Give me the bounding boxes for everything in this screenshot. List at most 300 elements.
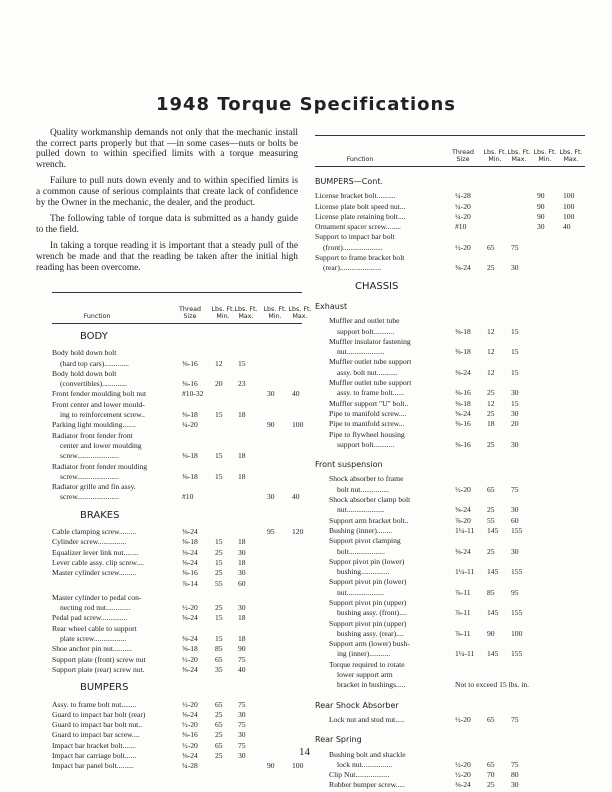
thread-size-cell: ⅜-18 (182, 537, 198, 547)
thread-size-cell: ⅜-24 (455, 546, 471, 556)
function-line: Assy. to frame bolt nut........ (52, 699, 137, 709)
function-line: Impact bar panel bolt......... (52, 761, 134, 771)
torque-value-cell: 15 (215, 410, 223, 420)
function-line: bushing............... (337, 567, 390, 577)
table-row (52, 462, 302, 483)
table-row (52, 400, 302, 421)
function-cell (52, 579, 302, 589)
torque-value-cell: 18 (238, 471, 246, 481)
section-heading: BUMPERS (80, 682, 129, 694)
torque-value-cell: 18 (238, 613, 246, 623)
table-row (315, 474, 585, 495)
torque-value-cell: 18 (238, 634, 246, 644)
torque-value-cell: 30 (511, 388, 519, 398)
subsection-heading: BUMPERS—Cont. (315, 177, 383, 186)
torque-value-cell: 65 (487, 484, 495, 494)
thread-size-cell: 1¼-11 (455, 567, 475, 577)
torque-value-cell: 85 (215, 644, 223, 654)
torque-value-cell: 12 (487, 398, 495, 408)
torque-value-cell: 80 (511, 770, 519, 780)
function-line: License bracket bolt.......... (315, 191, 396, 201)
thread-size-cell: ⅜-24 (182, 613, 198, 623)
torque-value-cell: 15 (215, 613, 223, 623)
function-line: Clip Nut.................. (329, 770, 390, 780)
table-row (52, 348, 302, 369)
torque-value-cell: 30 (511, 780, 519, 790)
function-line: Support arm bracket bolt.. (329, 515, 409, 525)
function-line: Front center and lower mould- (52, 399, 145, 409)
torque-table-left (52, 292, 312, 772)
torque-value-cell: 18 (238, 410, 246, 420)
torque-value-cell: 40 (292, 492, 300, 502)
subsection-heading: Front suspension (315, 460, 383, 470)
function-cell (52, 613, 302, 623)
table-row (315, 526, 585, 536)
table-row (315, 399, 585, 409)
table-row (315, 357, 585, 378)
function-line: Ornament spacer screw........ (315, 222, 401, 232)
torque-value-cell: 60 (238, 578, 246, 588)
function-line: Support arm (lower) bush- (329, 639, 410, 649)
function-line: Lever cable assy. clip screw.... (52, 557, 144, 567)
header-c3: Lbs. Ft. Min. (263, 306, 287, 320)
thread-size-cell: ⅜-24 (182, 547, 198, 557)
table-header (52, 292, 312, 324)
function-line: nut.................... (337, 587, 385, 597)
table-row (315, 770, 585, 780)
function-cell (52, 568, 302, 578)
thread-size-cell: ½-20 (182, 654, 198, 664)
thread-size-cell: ⅜-16 (182, 730, 198, 740)
torque-value-cell: 90 (487, 628, 495, 638)
function-line: center and lower moulding (60, 440, 142, 450)
torque-value-cell: 20 (511, 419, 519, 429)
torque-value-cell: 25 (215, 568, 223, 578)
thread-size-cell: ½-20 (182, 699, 198, 709)
torque-value-cell: 25 (487, 408, 495, 418)
torque-value-cell: 40 (563, 222, 571, 232)
torque-value-cell: 30 (511, 505, 519, 515)
thread-size-cell: ⅜-24 (455, 780, 471, 790)
header-function: Function (83, 313, 111, 320)
table-row (315, 232, 585, 253)
function-line: Muffler outlet tube support (329, 357, 412, 367)
thread-size-cell: ⅜-24 (182, 527, 198, 537)
function-line: Body hold down bolt (52, 348, 117, 358)
torque-value-cell: 15 (238, 358, 246, 368)
thread-size-cell: 1¼-11 (455, 525, 475, 535)
table-row (315, 430, 585, 451)
header-c4: Lbs. Ft. Max. (559, 149, 583, 163)
torque-value-cell: 70 (487, 770, 495, 780)
torque-value-cell: 75 (238, 699, 246, 709)
section-heading: CHASSIS (355, 280, 399, 292)
header-c2: Lbs. Ft. Max. (507, 149, 531, 163)
function-line: Impact bar bracket bolt....... (52, 740, 136, 750)
torque-value-cell: 20 (215, 379, 223, 389)
torque-value-cell: 25 (487, 388, 495, 398)
table-row (315, 378, 585, 399)
function-line: Pipe to manifold screw.... (329, 408, 407, 418)
thread-size-cell: ⅞-11 (455, 608, 471, 618)
thread-size-cell: ½-20 (182, 720, 198, 730)
function-line: Equalizer lever link nut........ (52, 547, 139, 557)
function-line: bushing assy. (rear).... (337, 628, 404, 638)
function-line: Radiator grille and fin assy. (52, 482, 136, 492)
function-cell (52, 710, 302, 720)
function-cell (52, 462, 302, 483)
table-row (52, 389, 302, 399)
torque-value-cell: 25 (487, 439, 495, 449)
intro-paragraph: Failure to pull nuts down evenly and to within specified limits is a common cause of serious complaints that create lack of confidence by the Owner in the mechanic, the dealer, and the product. (36, 176, 298, 208)
table-row (315, 316, 585, 337)
function-line: plate screw................. (60, 634, 127, 644)
table-row (315, 577, 585, 598)
function-line: Cable clamping screw......... (52, 527, 137, 537)
function-line: Radiator front fender front (52, 430, 133, 440)
table-row (315, 253, 585, 274)
torque-value-cell: 75 (511, 242, 519, 252)
thread-size-cell: ⅜-24 (455, 505, 471, 515)
table-row (315, 715, 585, 725)
section-heading: BODY (80, 331, 108, 342)
table-row (315, 598, 585, 619)
torque-value-cell: 15 (215, 557, 223, 567)
page-number: 14 (299, 746, 310, 758)
function-line: Support to impact bar bolt (315, 232, 395, 242)
table-row (315, 750, 585, 771)
function-line: Shock absorber to frame (329, 474, 404, 484)
header-c1: Lbs. Ft. Min. (483, 149, 507, 163)
function-cell (52, 420, 302, 430)
torque-value-cell: 18 (238, 557, 246, 567)
function-line: Impact bar carriage bolt...... (52, 750, 137, 760)
torque-value-cell: 90 (238, 644, 246, 654)
torque-value-cell: 75 (511, 484, 519, 494)
table-row (315, 536, 585, 557)
torque-value-cell: 18 (238, 537, 246, 547)
function-cell (52, 730, 302, 740)
torque-value-cell: 65 (487, 714, 495, 724)
torque-value-cell: 90 (267, 761, 275, 771)
thread-size-cell: ⅜-24 (455, 367, 471, 377)
table-row (52, 548, 302, 558)
table-row (52, 751, 302, 761)
function-line: Pipe to flywheel housing (329, 429, 405, 439)
table-row (315, 409, 585, 419)
torque-value-cell: 90 (537, 191, 545, 201)
torque-value-cell: 30 (511, 439, 519, 449)
function-line: Support plate (rear) screw nut. (52, 664, 145, 674)
function-line: Lock nut and stud nut..... (329, 714, 405, 724)
function-cell (52, 482, 302, 503)
torque-value-cell: 15 (511, 367, 519, 377)
torque-value-cell: 30 (511, 408, 519, 418)
function-line: Bushing bolt and shackle (329, 749, 406, 759)
function-line: (convertibles)............. (60, 379, 127, 389)
function-line: Muffler and outlet tube (329, 316, 400, 326)
thread-size-cell: ⅜-24 (182, 557, 198, 567)
table-row (52, 558, 302, 568)
thread-size-cell: ½-20 (455, 770, 471, 780)
page-title: 1948 Torque Specifications (155, 94, 457, 115)
function-line: screw...................... (60, 492, 119, 502)
function-line: support bolt........... (337, 326, 395, 336)
function-cell (52, 644, 302, 654)
torque-value-cell: 100 (292, 761, 304, 771)
thread-size-cell: ⅜-16 (182, 379, 198, 389)
thread-size-cell: ⅜-24 (182, 709, 198, 719)
thread-size-cell: ⅜-24 (182, 664, 198, 674)
table-row (315, 191, 585, 201)
function-line: Master cylinder to pedal con- (52, 592, 142, 602)
function-cell (52, 548, 302, 558)
thread-size-cell: ⅞-11 (455, 587, 471, 597)
torque-value-cell: 155 (511, 608, 523, 618)
function-line (52, 579, 302, 589)
function-line: Torque required to rotate (329, 659, 405, 669)
function-line: ing (inner)........... (337, 649, 391, 659)
subsection-heading: Exhaust (315, 301, 348, 311)
function-cell (315, 232, 585, 253)
function-cell (52, 593, 302, 614)
thread-size-cell: ⅞-14 (182, 578, 198, 588)
table-row (315, 619, 585, 640)
function-cell (52, 537, 302, 547)
thread-size-cell: ½-20 (455, 484, 471, 494)
function-line: lower support arm (337, 670, 393, 680)
torque-value-cell: 15 (511, 398, 519, 408)
function-line: bracket in bushings..... (337, 680, 406, 690)
torque-value-cell: 30 (238, 730, 246, 740)
thread-size-cell: ⅜-24 (455, 263, 471, 273)
torque-value-cell: 25 (487, 780, 495, 790)
function-cell (52, 741, 302, 751)
header-thread: Thread Size (178, 306, 202, 320)
function-line: Support pivot clamping (329, 536, 401, 546)
torque-value-cell: 55 (215, 578, 223, 588)
function-cell (52, 720, 302, 730)
function-cell (52, 751, 302, 761)
thread-size-cell: ½-20 (182, 740, 198, 750)
thread-size-cell: ⅜-16 (455, 388, 471, 398)
function-line: Pedal pad screw.............. (52, 613, 128, 623)
function-line: Cylinder screw............... (52, 537, 127, 547)
torque-value-cell: 65 (215, 720, 223, 730)
function-cell (52, 348, 302, 369)
table-row (52, 568, 302, 578)
thread-size-cell: #10 (182, 492, 194, 502)
function-cell (52, 761, 302, 771)
torque-value-cell: 145 (487, 525, 499, 535)
function-cell (52, 665, 302, 675)
torque-value-cell: 18 (487, 419, 495, 429)
function-line: Pipe to manifold screw... (329, 419, 405, 429)
table-row (52, 700, 302, 710)
function-line: Support pivot pin (lower) (329, 577, 407, 587)
function-line: Muffler outlet tube support (329, 378, 412, 388)
torque-value-cell: 25 (215, 603, 223, 613)
torque-value-cell: 15 (215, 537, 223, 547)
function-cell (315, 253, 585, 274)
torque-value-cell: 65 (487, 759, 495, 769)
function-line: nut.................... (337, 347, 385, 357)
table-row (52, 537, 302, 547)
thread-size-cell: ½-20 (455, 242, 471, 252)
torque-value-cell: 12 (487, 326, 495, 336)
thread-size-cell: ¼-28 (455, 191, 471, 201)
table-row (52, 369, 302, 390)
table-row (315, 419, 585, 429)
torque-value-cell: 30 (238, 568, 246, 578)
torque-value-cell: 100 (292, 420, 304, 430)
thread-size-cell: ⅜-18 (455, 326, 471, 336)
intro-paragraph: In taking a torque reading it is important that a steady pull of the wrench be made and that the reading be taken after the initial high reading has been overcome. (36, 241, 298, 273)
function-cell (52, 558, 302, 568)
function-line: Support plate (front) screw nut (52, 654, 146, 664)
torque-value-cell: 12 (487, 367, 495, 377)
function-line: Shock absorber clamp bolt (329, 495, 411, 505)
thread-size-cell: ½-20 (455, 714, 471, 724)
intro-paragraph: Quality workmanship demands not only that the mechanic install the correct parts properly but that —in some cases—nuts or bolts be pulled down to within specified limits with a torque measuring wrench. (36, 128, 298, 170)
torque-value-cell: 25 (215, 709, 223, 719)
table-row (52, 431, 302, 462)
torque-value-cell: 35 (215, 664, 223, 674)
table-row (52, 665, 302, 675)
function-line: Muffler support "U" bolt.. (329, 398, 409, 408)
torque-value-cell: 30 (511, 263, 519, 273)
subsection-heading: Rear Shock Absorber (315, 700, 399, 710)
function-line: Guard to impact bar bolt nut.. (52, 720, 143, 730)
torque-value-cell: 55 (487, 515, 495, 525)
torque-value-cell: 90 (267, 420, 275, 430)
torque-value-cell: 25 (487, 546, 495, 556)
function-line: assy. to frame bolt...... (337, 388, 404, 398)
function-cell (52, 400, 302, 421)
torque-value-cell: 30 (267, 389, 275, 399)
header-c4: Lbs. Ft. Max. (288, 306, 312, 320)
torque-table-right (315, 135, 585, 791)
torque-value-cell: 25 (215, 730, 223, 740)
torque-value-cell: 65 (487, 242, 495, 252)
function-line: Front fender moulding bolt nut (52, 389, 147, 399)
thread-size-cell: ¼-20 (182, 420, 198, 430)
thread-size-cell: 1¼-11 (455, 649, 475, 659)
thread-size-cell: ⅜-16 (182, 358, 198, 368)
torque-value-cell: 15 (215, 471, 223, 481)
function-line: (rear)...................... (323, 263, 382, 273)
function-line: bolt................... (337, 546, 385, 556)
function-line: bushing assy. (front).... (337, 608, 407, 618)
torque-value-cell: 30 (537, 222, 545, 232)
table-row (52, 613, 302, 623)
torque-value-cell: 85 (487, 587, 495, 597)
function-line: screw...................... (60, 471, 119, 481)
table-row (52, 741, 302, 751)
torque-value-cell: 75 (511, 759, 519, 769)
thread-size-cell: ¼-28 (182, 761, 198, 771)
torque-value-cell: 75 (238, 740, 246, 750)
thread-size-cell: ⅝-18 (182, 644, 198, 654)
intro-paragraph: The following table of torque data is submitted as a handy guide to the field. (36, 214, 298, 235)
function-line: Master cylinder screw......... (52, 568, 137, 578)
function-cell (52, 389, 302, 399)
torque-value-cell: 145 (487, 649, 499, 659)
function-line: Bushing (inner)........ (329, 525, 393, 535)
torque-value-cell: 30 (267, 492, 275, 502)
torque-value-cell: 75 (238, 720, 246, 730)
thread-size-cell: ⅜-16 (455, 439, 471, 449)
torque-value-cell: 30 (238, 709, 246, 719)
table-row (52, 710, 302, 720)
table-row (52, 593, 302, 614)
torque-value-cell: 155 (511, 567, 523, 577)
table-row (315, 557, 585, 578)
thread-size-cell: ¼-20 (455, 201, 471, 211)
function-cell (52, 431, 302, 462)
torque-value-cell: 30 (511, 546, 519, 556)
function-line: Support to frame bracket bolt (315, 253, 405, 263)
table-row (315, 222, 585, 232)
torque-value-cell: 145 (487, 608, 499, 618)
function-line: Support pivot pin (upper) (329, 618, 407, 628)
table-row (315, 212, 585, 222)
torque-value-cell: 30 (238, 603, 246, 613)
table-row (315, 337, 585, 358)
function-line: (hard top cars)............. (60, 358, 129, 368)
torque-value-cell: 155 (511, 525, 523, 535)
torque-value-cell: 25 (215, 750, 223, 760)
torque-value-cell: 100 (563, 201, 575, 211)
torque-value-cell: 12 (487, 347, 495, 357)
section-heading: BRAKES (80, 509, 120, 521)
torque-value-cell: 145 (487, 567, 499, 577)
torque-value-cell: 18 (238, 451, 246, 461)
torque-value-cell: 15 (215, 451, 223, 461)
thread-size-cell: ⅜-18 (182, 451, 198, 461)
function-cell (52, 527, 302, 537)
function-cell (52, 700, 302, 710)
table-row (315, 202, 585, 212)
torque-value-cell: 60 (511, 515, 519, 525)
function-line: Suppor pivot pin (lower) (329, 556, 405, 566)
function-line: Parking light moulding....... (52, 420, 136, 430)
thread-size-cell: ¼-20 (455, 211, 471, 221)
table-row (52, 579, 302, 589)
torque-value-cell: 90 (537, 211, 545, 221)
subsection-heading: Rear Spring (315, 735, 362, 745)
table-row (52, 482, 302, 503)
function-line: bolt nut............... (337, 484, 389, 494)
table-row (52, 624, 302, 645)
torque-value-cell: 155 (511, 649, 523, 659)
torque-value-cell: 40 (292, 389, 300, 399)
torque-value-cell: 75 (238, 654, 246, 664)
function-line: Rear wheel cable to support (52, 623, 137, 633)
table-row (315, 495, 585, 516)
table-row (52, 420, 302, 430)
function-cell (52, 624, 302, 645)
table-row (52, 720, 302, 730)
thread-size-cell: ⅜-24 (182, 634, 198, 644)
function-line: lock nut................ (337, 759, 393, 769)
thread-size-cell: ⅜-24 (182, 750, 198, 760)
thread-size-cell: ½-20 (182, 603, 198, 613)
table-header (315, 135, 585, 167)
torque-value-cell: 12 (215, 358, 223, 368)
thread-size-cell: ½-20 (455, 759, 471, 769)
thread-size-cell: ⅞-20 (455, 515, 471, 525)
